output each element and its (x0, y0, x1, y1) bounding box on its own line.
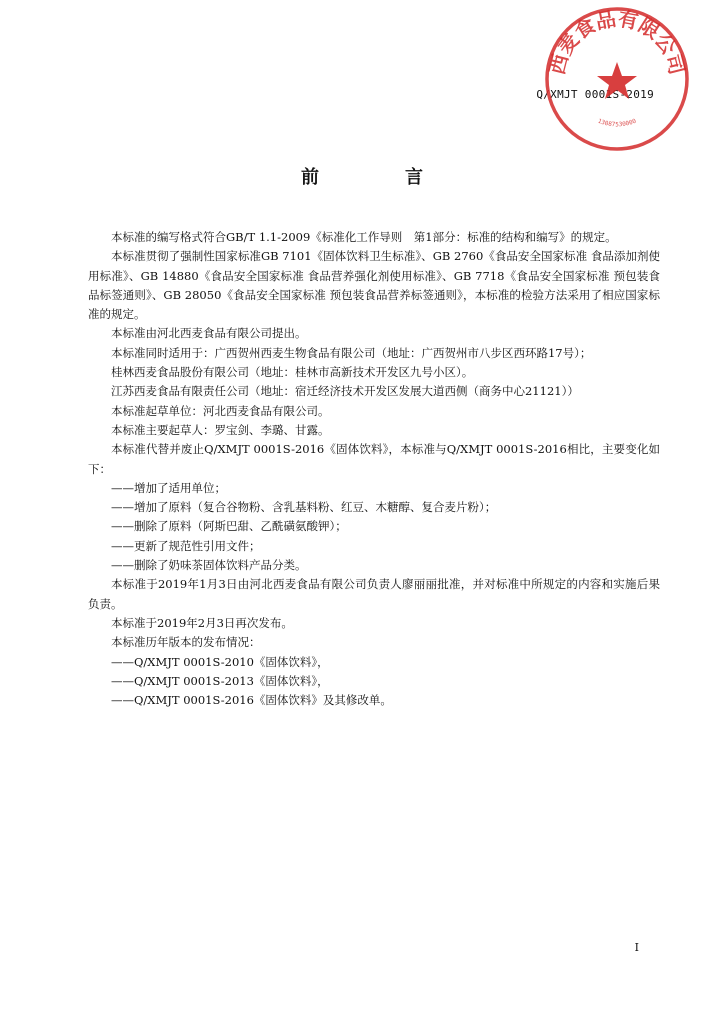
svg-text:西麦食品有限公司: 西麦食品有限公司 (544, 6, 690, 77)
paragraph: 本标准历年版本的发布情况： (111, 635, 261, 650)
paragraph: 本标准代替并废止Q/XMJT 0001S-2016《固体饮料》，本标准与Q/XMJT 0001S-2016相比，主要变化如下： (88, 442, 660, 476)
paragraph: ——删除了原料（阿斯巴甜、乙酰磺氨酸钾）； (111, 519, 347, 534)
paragraph: 江苏西麦食品有限责任公司（地址：宿迁经济技术开发区发展大道西侧（商务中心21121）） (111, 384, 579, 399)
paragraph: ——Q/XMJT 0001S-2013《固体饮料》， (111, 673, 329, 688)
seal-star-icon (597, 62, 637, 99)
paragraph: 本标准于2019年1月3日由河北西麦食品有限公司负责人廖丽丽批准，并对标准中所规定的内容和实施后果负责。 (88, 577, 660, 611)
paragraph: ——删除了奶味茶固体饮料产品分类。 (111, 558, 307, 573)
paragraph: 桂林西麦食品股份有限公司（地址：桂林市高新技术开发区九号小区）。 (111, 365, 474, 380)
paragraph: 本标准起草单位：河北西麦食品有限公司。 (111, 403, 330, 418)
paragraph: ——Q/XMJT 0001S-2010《固体饮料》， (111, 654, 329, 669)
paragraph: ——增加了原料（复合谷物粉、含乳基料粉、红豆、木糖醇、复合麦片粉）； (111, 500, 497, 515)
paragraph: ——增加了适用单位； (111, 480, 226, 495)
svg-text:13087530000: 13087530000 (596, 117, 638, 129)
company-seal-stamp (542, 4, 692, 154)
paragraph: ——更新了规范性引用文件； (111, 538, 261, 553)
paragraph: 本标准由河北西麦食品有限公司提出。 (111, 326, 307, 341)
paragraph: 本标准于2019年2月3日再次发布。 (111, 615, 293, 630)
paragraph: 本标准同时适用于：广西贺州西麦生物食品有限公司（地址：广西贺州市八步区西环路17号）； (111, 345, 592, 360)
paragraph: 本标准贯彻了强制性国家标准GB 7101《固体饮料卫生标准》、GB 2760《食品安全国家标准 食品添加剂使用标准》、GB 14880《食品安全国家标准 食品营养强化剂使用标准》、GB 7718《食品安全国家标准 预包装食品标签通则》、GB 28050《食品安全国家标准 预包装食品营养标签通则》，本标准的检验方法采用了相应国家标准的规定。 (88, 249, 660, 322)
paragraph: ——Q/XMJT 0001S-2016《固体饮料》及其修改单。 (111, 693, 392, 708)
page-number: I (634, 941, 639, 954)
page-title: 前 言 (301, 167, 457, 188)
paragraph: 本标准的编写格式符合GB/T 1.1-2009《标准化工作导则 第1部分：标准的结构和编写》的规定。 (111, 230, 617, 244)
foreword-body (88, 228, 660, 710)
paragraph: 本标准主要起草人：罗宝剑、李璐、甘露。 (111, 422, 330, 437)
standard-code: Q/XMJT 0001S-2019 (536, 88, 654, 101)
